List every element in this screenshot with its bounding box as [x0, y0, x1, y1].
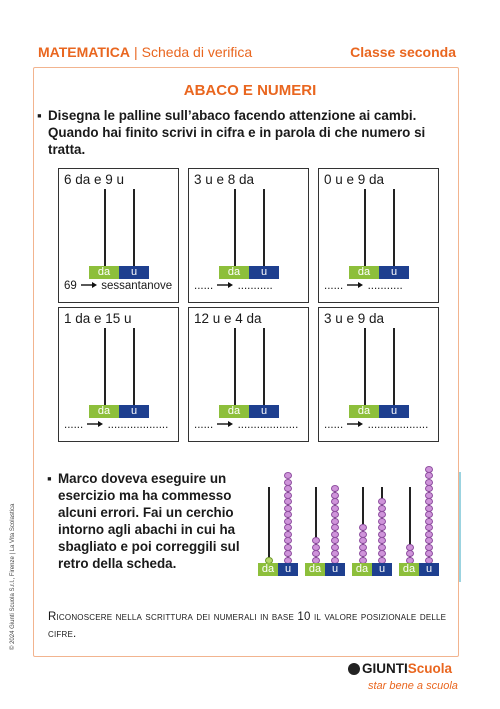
objective-footnote: Riconoscere nella scrittura dei numerali in base 10 il valore posizionale delle cifre. [48, 611, 447, 640]
exercise2-body: Marco doveva eseguire un esercizio ma ha commesso alcuni errori. Fai un cerchio intorno agli abachi in cui ha sbagliato e poi correggili sul retro della scheda. [58, 471, 240, 571]
bead [284, 544, 292, 551]
answer-word[interactable]: sessantanove [101, 280, 173, 293]
tens-label: da [258, 563, 278, 576]
abacus-label: 1 da e 15 u [64, 311, 132, 326]
worksheet-title: ABACO E NUMERI [183, 82, 317, 99]
bead [312, 544, 320, 551]
units-label: u [249, 266, 279, 279]
bead [425, 544, 433, 551]
bead [425, 518, 433, 525]
answer-line[interactable] [324, 419, 428, 431]
abacus-base [89, 405, 149, 418]
abacus-rod [263, 189, 265, 267]
abacus-label: 12 u e 4 da [194, 311, 262, 326]
copyright-notice: © 2024 Giunti Scuola S.r.l., Firenze | La Vita Scolastica [10, 503, 16, 650]
bead [359, 531, 367, 538]
bead [425, 466, 433, 473]
answer-line[interactable] [64, 280, 172, 292]
abacus-box [318, 307, 439, 442]
bead [406, 550, 414, 557]
bead [378, 498, 386, 505]
units-label: u [372, 563, 392, 576]
units-label: u [119, 405, 149, 418]
sheet-type-label: Scheda di verifica [141, 44, 253, 60]
abacus-base [258, 563, 298, 576]
abacus-rod [268, 487, 270, 563]
bead [284, 511, 292, 518]
abacus-label: 3 u e 9 da [324, 311, 385, 326]
abacus-box [58, 168, 179, 303]
answer-line[interactable] [194, 280, 273, 292]
bead [331, 544, 339, 551]
logo-mark-icon [348, 663, 360, 675]
bead [425, 511, 433, 518]
bead [284, 505, 292, 512]
bead [378, 524, 386, 531]
exercise2-text [47, 470, 268, 572]
bead [331, 511, 339, 518]
bead [425, 472, 433, 479]
bead [284, 472, 292, 479]
answer-number[interactable]: ...... [324, 280, 344, 293]
bead [331, 518, 339, 525]
arrow-right-icon [80, 280, 98, 292]
bead [425, 524, 433, 531]
abacus-box [188, 307, 309, 442]
bead [312, 537, 320, 544]
bead [359, 544, 367, 551]
instruction-body: Disegna le palline sull’abaco facendo attenzione ai cambi. Quando hai finito scrivi in cifra e in parola di che numero si tratta. [48, 108, 426, 157]
abacus-box [58, 307, 179, 442]
abacus-rod [364, 189, 366, 267]
tens-label: da [219, 266, 249, 279]
answer-number[interactable]: ...... [324, 419, 344, 432]
abacus-rod [104, 328, 106, 406]
abacus-rod [234, 189, 236, 267]
units-label: u [278, 563, 298, 576]
tens-label: da [349, 266, 379, 279]
bead [284, 531, 292, 538]
tens-label: da [89, 266, 119, 279]
bead [425, 479, 433, 486]
tens-label: da [399, 563, 419, 576]
answer-number[interactable]: ...... [194, 280, 214, 293]
answer-word[interactable]: ................... [237, 419, 299, 432]
abacus-rod [234, 328, 236, 406]
bead [425, 498, 433, 505]
answer-line[interactable] [64, 419, 168, 431]
answer-number[interactable]: ...... [194, 419, 214, 432]
logo-part2: Scuola [407, 661, 453, 676]
bead [406, 544, 414, 551]
bead [331, 505, 339, 512]
bead [331, 550, 339, 557]
bead [378, 511, 386, 518]
bead [284, 479, 292, 486]
abacus-rod [263, 328, 265, 406]
bead [331, 492, 339, 499]
tens-label: da [219, 405, 249, 418]
bead [425, 505, 433, 512]
publisher-logo [348, 660, 452, 678]
bead [425, 492, 433, 499]
units-label: u [325, 563, 345, 576]
abacus-box [318, 168, 439, 303]
answer-word[interactable]: ........... [237, 280, 273, 293]
abacus-base [349, 266, 409, 279]
bead [284, 537, 292, 544]
bead [359, 524, 367, 531]
decorative-line [459, 472, 461, 582]
header-separator: | [134, 44, 138, 60]
arrow-right-icon [346, 280, 364, 292]
bead [331, 537, 339, 544]
bead [378, 550, 386, 557]
arrow-right-icon [216, 419, 234, 431]
abacus-base [305, 563, 345, 576]
abacus-rod [104, 189, 106, 267]
grade-label: Classe seconda [350, 44, 456, 60]
units-label: u [379, 405, 409, 418]
bead [312, 550, 320, 557]
tens-label: da [352, 563, 372, 576]
answer-word[interactable]: ........... [367, 280, 403, 293]
units-label: u [419, 563, 439, 576]
instruction-text [37, 107, 448, 158]
logo-part1: GIUNTI [362, 661, 408, 676]
abacus-base [219, 266, 279, 279]
page-header [38, 44, 456, 64]
bead [378, 518, 386, 525]
answer-word[interactable]: ................... [107, 419, 169, 432]
units-label: u [379, 266, 409, 279]
bead [331, 485, 339, 492]
abacus-rod [133, 328, 135, 406]
tens-label: da [89, 405, 119, 418]
units-label: u [119, 266, 149, 279]
arrow-right-icon [216, 280, 234, 292]
bullet-icon: ▪ [47, 471, 52, 486]
abacus-base [349, 405, 409, 418]
answer-number[interactable]: ...... [64, 419, 84, 432]
bead [425, 531, 433, 538]
answer-line[interactable] [324, 280, 403, 292]
tens-label: da [305, 563, 325, 576]
answer-word[interactable]: ................... [367, 419, 429, 432]
bead [425, 537, 433, 544]
bead [378, 505, 386, 512]
abacus-label: 0 u e 9 da [324, 172, 385, 187]
abacus-box [188, 168, 309, 303]
tens-label: da [349, 405, 379, 418]
bead [425, 550, 433, 557]
bead [359, 537, 367, 544]
abacus-rod [393, 189, 395, 267]
bead [331, 524, 339, 531]
bead [378, 531, 386, 538]
abacus-rod [393, 328, 395, 406]
arrow-right-icon [86, 419, 104, 431]
bead [284, 485, 292, 492]
abacus-base [352, 563, 392, 576]
bead [378, 544, 386, 551]
arrow-right-icon [346, 419, 364, 431]
abacus-base [219, 405, 279, 418]
bead [284, 524, 292, 531]
bullet-icon: ▪ [37, 108, 42, 123]
abacus-base [399, 563, 439, 576]
bead [425, 485, 433, 492]
subject-label: MATEMATICA [38, 44, 131, 60]
logo-tagline: star bene a scuola [368, 680, 458, 692]
bead [284, 550, 292, 557]
bead [359, 550, 367, 557]
answer-number[interactable]: 69 [64, 280, 77, 293]
abacus-label: 3 u e 8 da [194, 172, 255, 187]
bead [284, 492, 292, 499]
abacus-rod [133, 189, 135, 267]
bead [378, 537, 386, 544]
bead [284, 518, 292, 525]
answer-line[interactable] [194, 419, 298, 431]
bead [331, 498, 339, 505]
header-left [38, 44, 252, 60]
abacus-rod [364, 328, 366, 406]
abacus-label: 6 da e 9 u [64, 172, 125, 187]
abacus-base [89, 266, 149, 279]
units-label: u [249, 405, 279, 418]
bead [284, 498, 292, 505]
bead [331, 531, 339, 538]
